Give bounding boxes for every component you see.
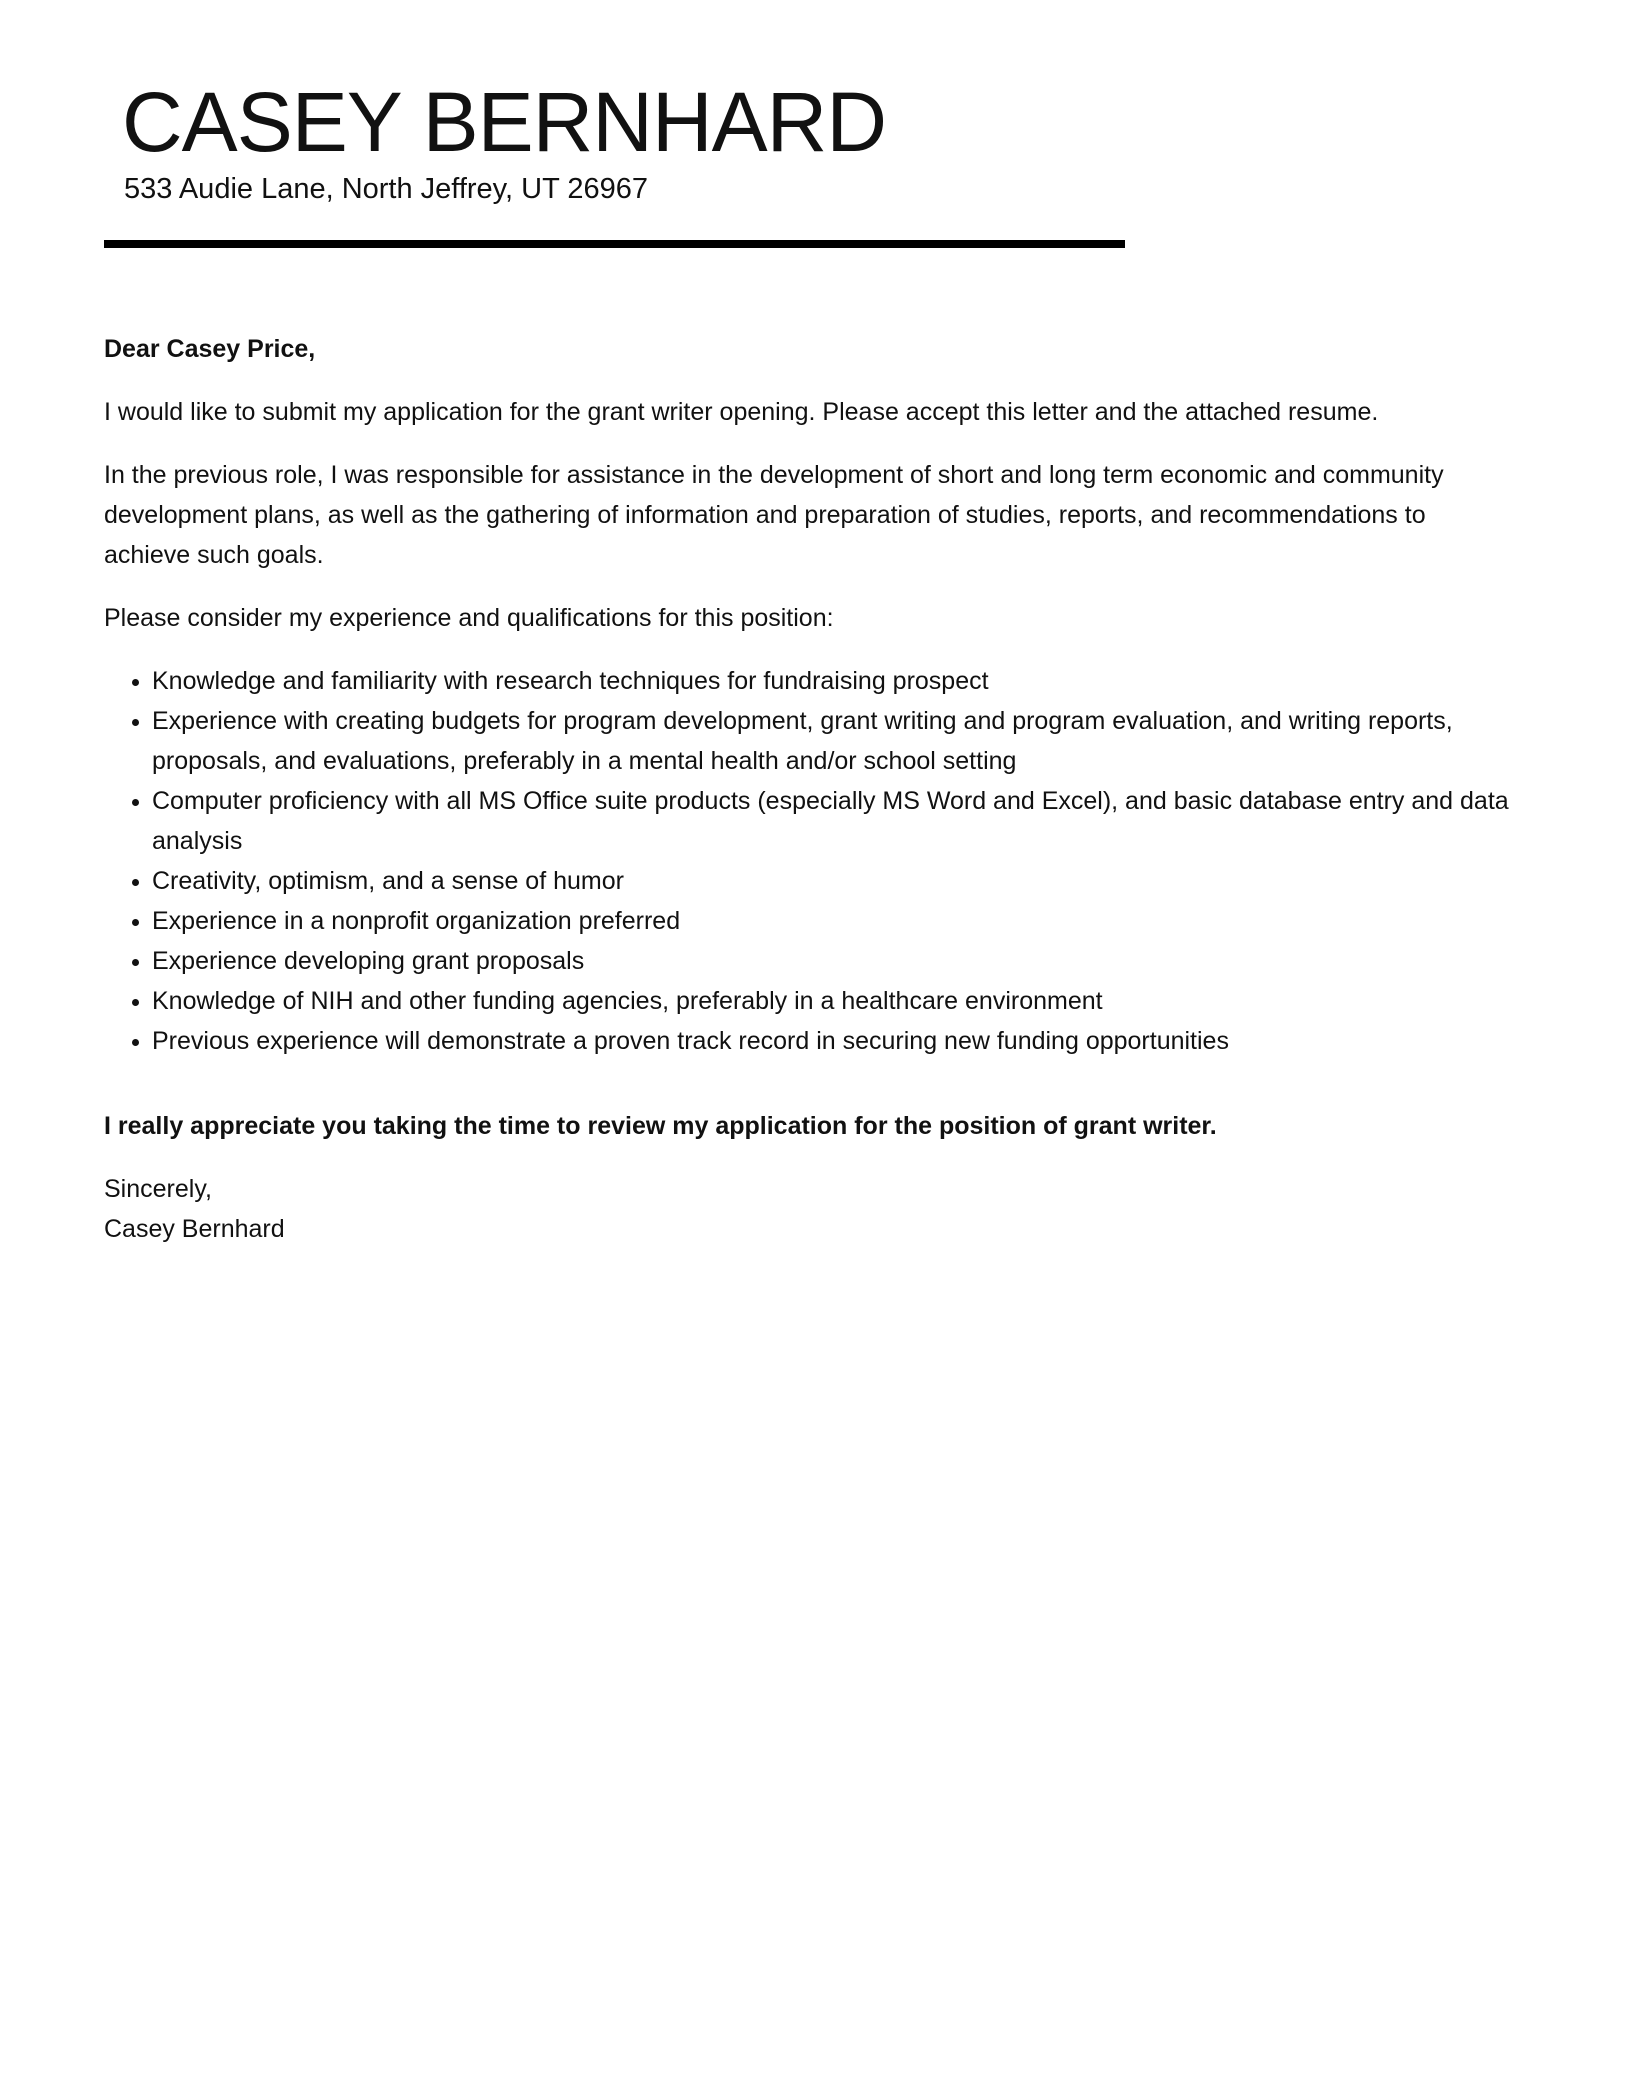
salutation: Dear Casey Price, [104,335,316,363]
list-item: • Experience with creating budgets for program development, grant writing and program evaluation, and writing reports, proposals, and evaluations, preferably in a mental health and/or school setting [152,701,1516,781]
intro-paragraph: I would like to submit my application for the grant writer opening. Please accept this letter and the attached resume. [104,398,1379,426]
list-item: • Knowledge and familiarity with research techniques for fundraising prospect [152,661,1516,701]
header-divider [104,240,1125,248]
list-item: • Computer proficiency with all MS Office suite products (especially MS Word and Excel), and basic database entry and data analysis [152,781,1516,861]
applicant-name: CASEY BERNHARD [122,75,886,169]
sign-off: Sincerely, [104,1175,212,1203]
list-item: • Experience in a nonprofit organization preferred [152,901,1516,941]
signature-name: Casey Bernhard [104,1215,285,1243]
letter-body [104,329,1516,1249]
qualifications-intro: Please consider my experience and qualifications for this position: [104,604,834,632]
qualifications-list [104,661,1516,1061]
experience-paragraph: In the previous role, I was responsible for assistance in the development of short and long term economic and community development plans, as well as the gathering of information and preparation of studies, reports, and recommendations to achieve such goals. [104,461,1444,569]
applicant-address: 533 Audie Lane, North Jeffrey, UT 26967 [124,173,648,205]
list-item: • Creativity, optimism, and a sense of humor [152,861,1516,901]
list-item: • Knowledge of NIH and other funding agencies, preferably in a healthcare environment [152,981,1516,1021]
list-item: • Previous experience will demonstrate a proven track record in securing new funding opportunities [152,1021,1516,1061]
closing-statement: I really appreciate you taking the time to review my application for the position of grant writer. [104,1112,1217,1140]
list-item: • Experience developing grant proposals [152,941,1516,981]
